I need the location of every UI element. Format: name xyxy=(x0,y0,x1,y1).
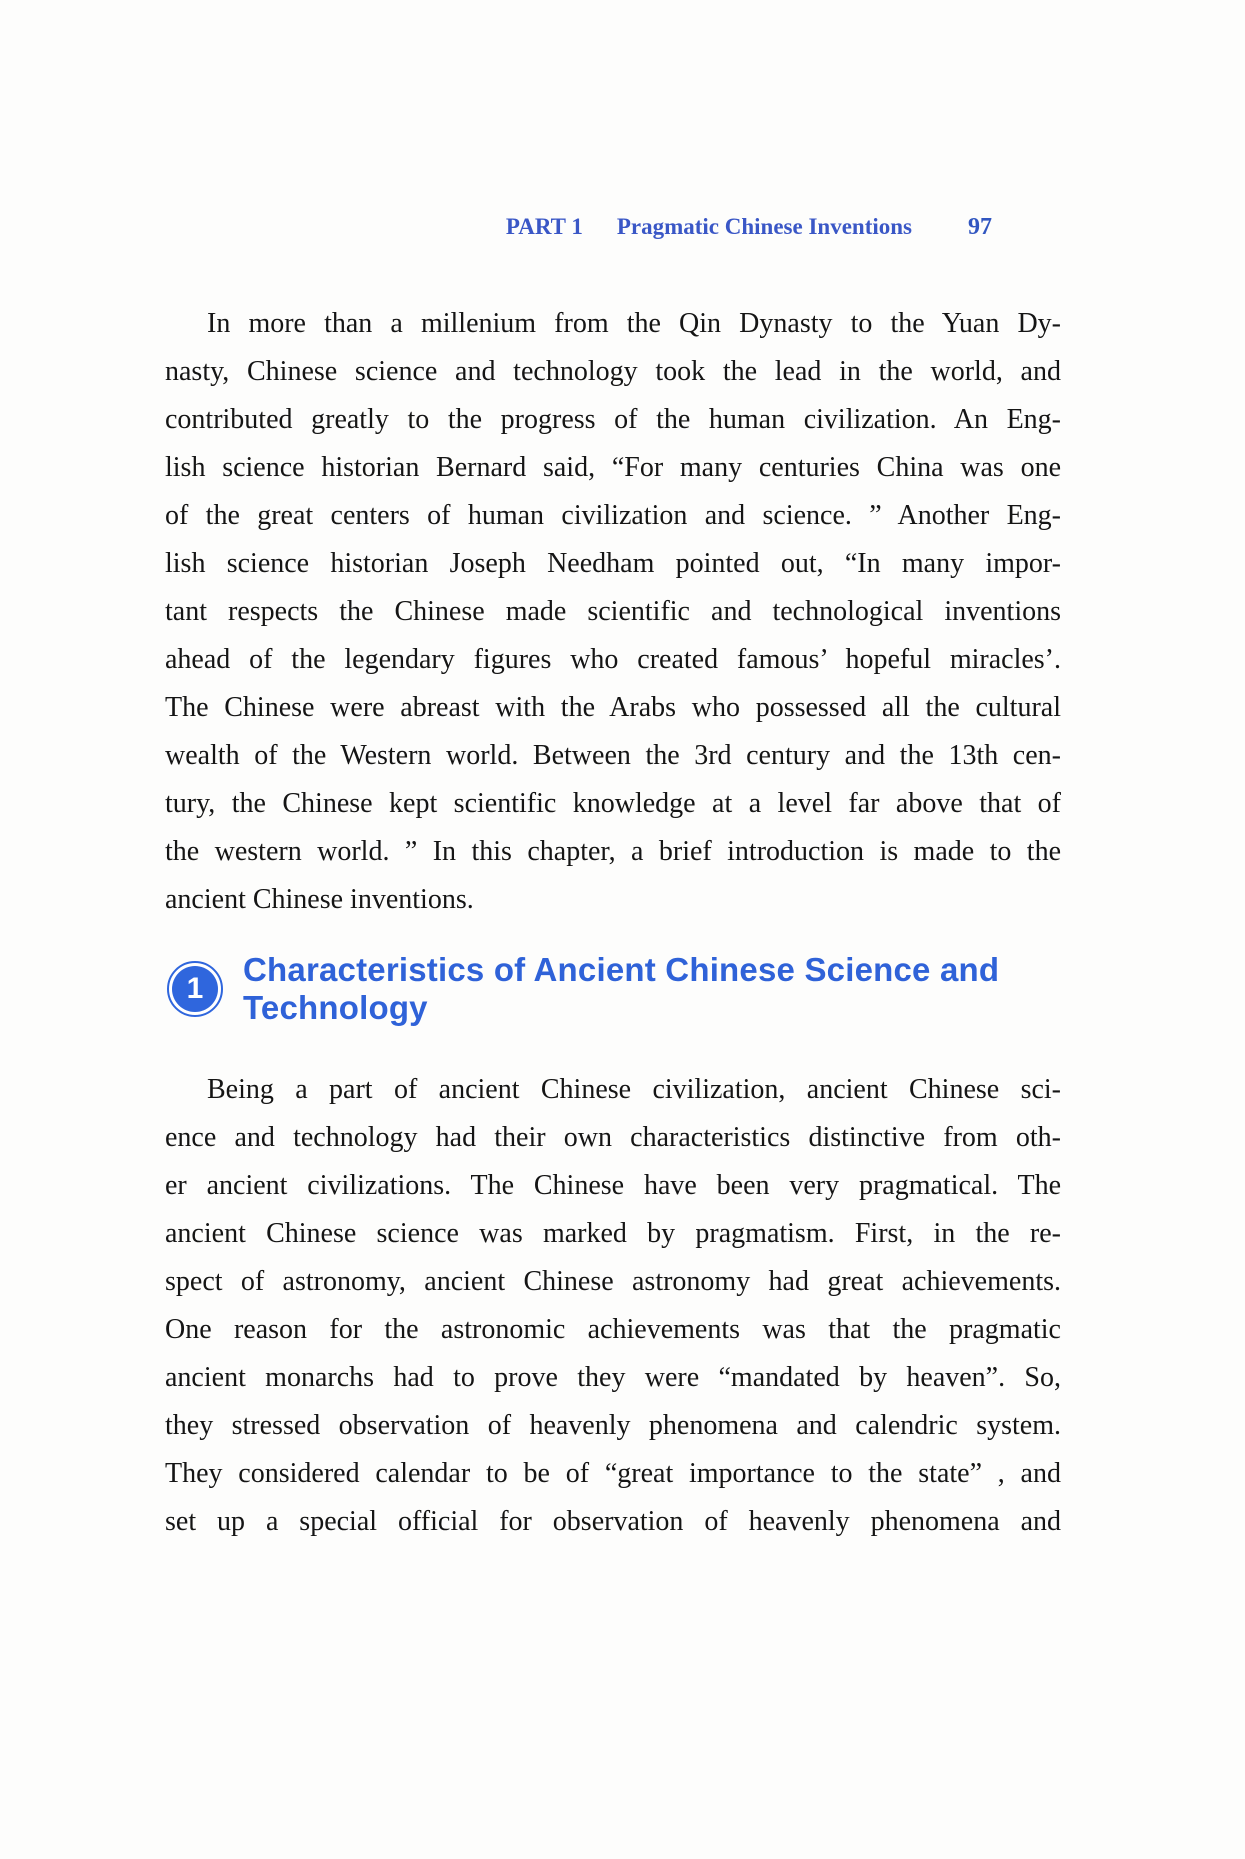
text-line: they stressed observation of heavenly phenomena and calendric system. xyxy=(165,1410,1061,1441)
text-line: In more than a millenium from the Qin Dynasty to the Yuan Dy- xyxy=(207,308,1061,339)
text-line: set up a special official for observation of heavenly phenomena and xyxy=(165,1506,1061,1537)
text-line: One reason for the astronomic achievements was that the pragmatic xyxy=(165,1314,1061,1345)
text-line: ence and technology had their own characteristics distinctive from oth- xyxy=(165,1122,1061,1153)
text-line: contributed greatly to the progress of the human civilization. An Eng- xyxy=(165,404,1061,435)
text-column xyxy=(165,300,1061,1546)
text-line: the western world. ” In this chapter, a brief introduction is made to the xyxy=(165,836,1061,867)
text-line: wealth of the Western world. Between the 3rd century and the 13th cen- xyxy=(165,740,1061,771)
text-line: of the great centers of human civilization and science. ” Another Eng- xyxy=(165,500,1061,531)
text-line: Being a part of ancient Chinese civilization, ancient Chinese sci- xyxy=(207,1074,1061,1105)
text-line: tant respects the Chinese made scientific and technological inventions xyxy=(165,596,1061,627)
text-line: They considered calendar to be of “great importance to the state” , and xyxy=(165,1458,1061,1489)
text-line: ancient Chinese inventions. xyxy=(165,884,474,915)
text-line: lish science historian Joseph Needham pointed out, “In many impor- xyxy=(165,548,1061,579)
section-heading xyxy=(167,951,1061,1026)
section-number: 1 xyxy=(172,966,218,1012)
text-line: er ancient civilizations. The Chinese have been very pragmatical. The xyxy=(165,1170,1061,1201)
text-line: ancient monarchs had to prove they were “mandated by heaven”. So, xyxy=(165,1362,1061,1393)
text-line: The Chinese were abreast with the Arabs who possessed all the cultural xyxy=(165,692,1061,723)
page-number: 97 xyxy=(968,214,992,240)
paragraph-1 xyxy=(165,300,1061,924)
part-label: PART 1 xyxy=(505,214,583,239)
paragraph-2 xyxy=(165,1066,1061,1546)
text-line: nasty, Chinese science and technology took the lead in the world, and xyxy=(165,356,1061,387)
text-line: spect of astronomy, ancient Chinese astronomy had great achievements. xyxy=(165,1266,1061,1297)
text-line: lish science historian Bernard said, “For many centuries China was one xyxy=(165,452,1061,483)
text-line: tury, the Chinese kept scientific knowledge at a level far above that of xyxy=(165,788,1061,819)
chapter-title-label: Pragmatic Chinese Inventions xyxy=(616,214,912,239)
page-header xyxy=(0,214,992,241)
text-line: ancient Chinese science was marked by pragmatism. First, in the re- xyxy=(165,1218,1061,1249)
text-line: ahead of the legendary figures who created famous’ hopeful miracles’. xyxy=(165,644,1061,675)
section-title: Characteristics of Ancient Chinese Science and Technology xyxy=(243,951,1000,1026)
section-number-badge xyxy=(167,961,223,1017)
